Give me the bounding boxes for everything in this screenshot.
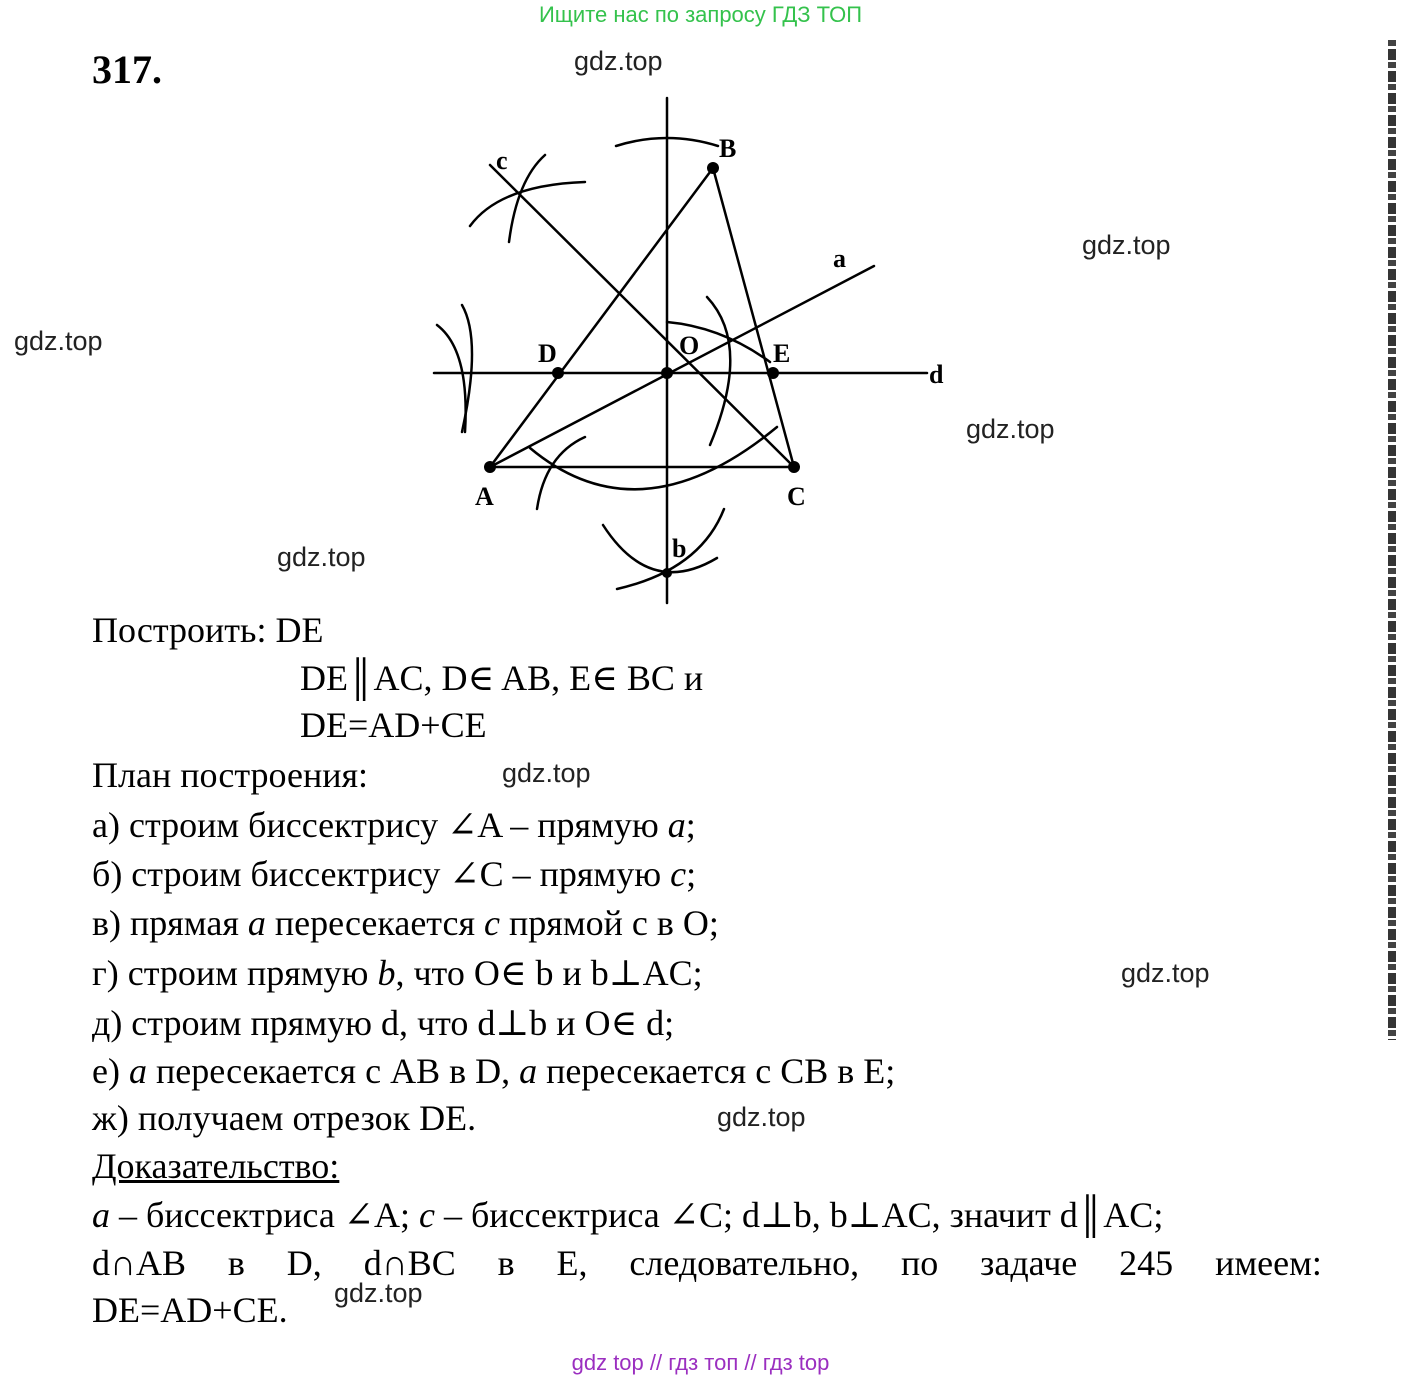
arc — [707, 297, 730, 445]
scan-edge — [1388, 40, 1396, 1040]
arc — [530, 427, 777, 489]
proof-title: Доказательство: — [92, 1146, 340, 1186]
plan-step: д) строим прямую d, что d⊥b и O∈ d; — [92, 1003, 675, 1043]
watermark: gdz.top — [502, 758, 591, 788]
label-point-d: D — [538, 339, 557, 368]
top-banner[interactable]: Ищите нас по запросу ГДЗ ТОП — [538, 2, 863, 27]
segment-ab — [490, 168, 713, 467]
arc — [603, 525, 717, 572]
proof-line: d∩AB в D, d∩BC в E, следовательно, по задаче 245 имеем: — [92, 1243, 1322, 1283]
plan-step: е) a пересекается с AB в D, a пересекается с CB в E; — [92, 1051, 896, 1091]
task-title: Построить: DE — [92, 610, 324, 650]
watermark: gdz.top — [277, 542, 366, 572]
watermark: gdz.top — [966, 414, 1055, 444]
label-point-o: O — [679, 331, 700, 360]
plan-step: ж) получаем отрезок DE. — [92, 1098, 477, 1138]
plan-step: а) строим биссектрису ∠A – прямую a; — [92, 805, 696, 845]
watermark: gdz.top — [1121, 958, 1210, 988]
point-a — [484, 461, 496, 473]
problem-number: 317. — [92, 47, 162, 92]
task-condition: DE=AD+CE — [300, 705, 487, 745]
arc — [437, 325, 466, 432]
point-c — [788, 461, 800, 473]
point-d — [552, 367, 564, 379]
arc — [462, 305, 472, 432]
plan-step: в) прямая a пересекается c прямой с в O; — [92, 903, 719, 943]
arc — [537, 437, 585, 509]
plan-step: б) строим биссектрису ∠C – прямую c; — [92, 854, 697, 894]
plan-step: г) строим прямую b, что O∈ b и b⊥AC; — [92, 953, 703, 993]
arc — [617, 509, 724, 589]
point-e — [767, 367, 779, 379]
point-b — [707, 162, 719, 174]
label-point-e: E — [773, 339, 791, 368]
watermark: gdz.top — [334, 1278, 423, 1308]
segment-bc — [713, 168, 794, 467]
watermark: gdz.top — [1082, 230, 1171, 260]
label-line-d: d — [929, 360, 944, 389]
label-line-b: b — [672, 534, 687, 563]
label-line-a: a — [833, 244, 846, 273]
watermark: gdz.top — [574, 46, 663, 76]
label-line-c: c — [496, 146, 508, 175]
point-o — [661, 367, 673, 379]
proof-line: DE=AD+CE. — [92, 1290, 288, 1330]
label-point-c: C — [787, 482, 806, 511]
watermark: gdz.top — [717, 1102, 806, 1132]
label-point-a: A — [475, 482, 494, 511]
plan-title: План построения: — [92, 755, 369, 795]
point-b-intersection — [662, 568, 672, 578]
arc — [509, 155, 545, 242]
footer-links[interactable]: gdz top // гдз топ // гдз top — [571, 1350, 830, 1375]
task-condition: DE║AC, D∈ AB, E∈ BC и — [300, 658, 704, 698]
construction-diagram — [0, 0, 1401, 640]
proof-line: a – биссектриса ∠A; c – биссектриса ∠C; d⊥b, b⊥AC, значит d║AC; — [92, 1195, 1164, 1235]
line-c — [490, 165, 794, 467]
label-point-b: B — [719, 134, 737, 163]
watermark: gdz.top — [14, 326, 103, 356]
